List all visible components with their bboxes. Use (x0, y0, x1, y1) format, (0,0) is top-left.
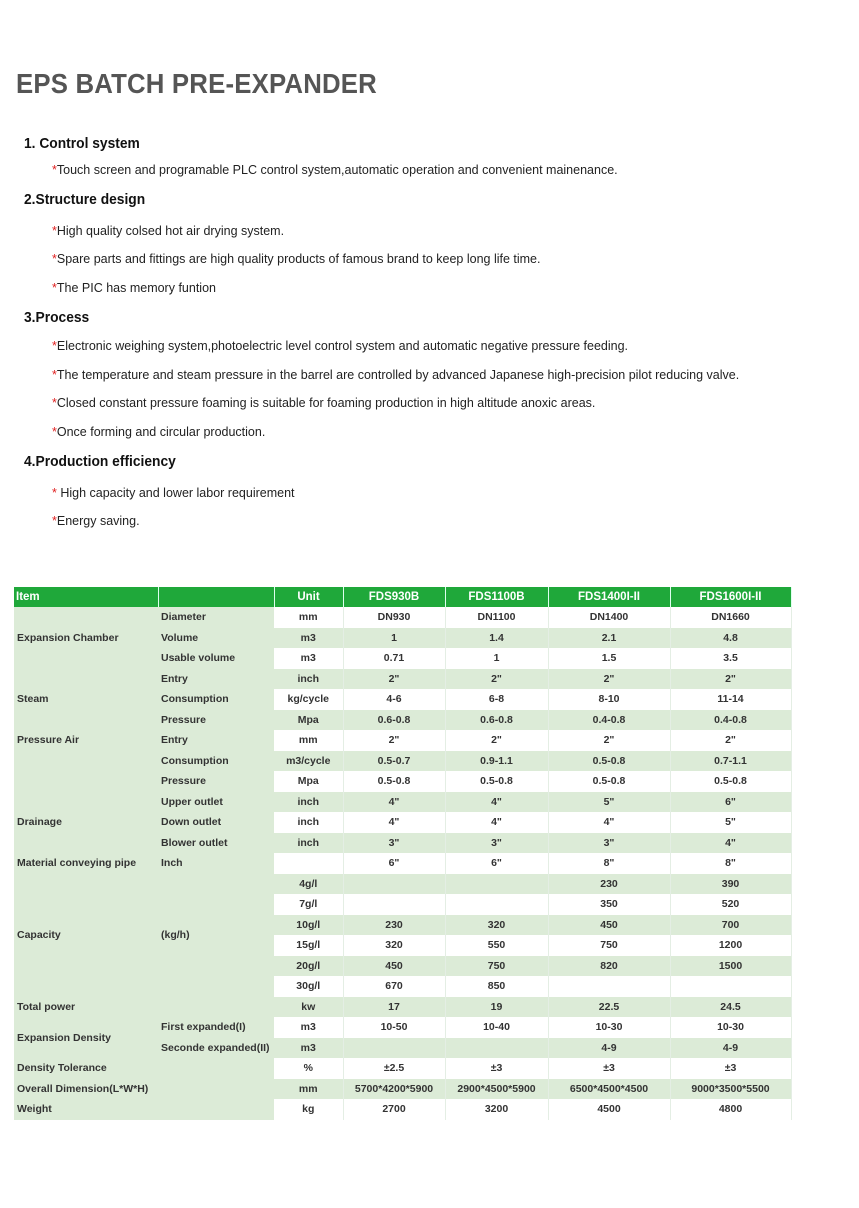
value-cell: 8" (548, 853, 670, 874)
value-cell: 3" (445, 833, 548, 854)
value-cell: DN1400 (548, 607, 670, 628)
value-cell: 17 (343, 997, 445, 1018)
value-cell: 0.9-1.1 (445, 751, 548, 772)
value-cell: 0.5-0.7 (343, 751, 445, 772)
unit-cell: % (274, 1058, 343, 1079)
table-row (14, 874, 791, 895)
value-cell: 2" (548, 669, 670, 690)
value-cell: 0.6-0.8 (343, 710, 445, 731)
value-cell: 6" (670, 792, 791, 813)
value-cell: 0.4-0.8 (548, 710, 670, 731)
table-row (14, 669, 791, 690)
unit-cell: mm (274, 730, 343, 751)
value-cell: ±3 (445, 1058, 548, 1079)
bullet-item (52, 425, 265, 439)
value-cell: 4" (670, 833, 791, 854)
value-cell: 2700 (343, 1099, 445, 1120)
column-header: FDS930B (343, 587, 445, 607)
row-sub-label: Consumption (158, 751, 274, 772)
value-cell: 4-6 (343, 689, 445, 710)
unit-cell: inch (274, 833, 343, 854)
row-group-label: Expansion Chamber (14, 607, 158, 669)
value-cell: 0.5-0.8 (670, 771, 791, 792)
unit-cell: kw (274, 997, 343, 1018)
value-cell: 5" (670, 812, 791, 833)
value-cell: 4" (445, 812, 548, 833)
table-row (14, 607, 791, 628)
value-cell (548, 976, 670, 997)
value-cell: 1200 (670, 935, 791, 956)
table-row (14, 853, 791, 874)
column-header: Unit (274, 587, 343, 607)
bullet-item (52, 281, 216, 295)
row-sub-label (158, 1099, 274, 1120)
value-cell: 8" (670, 853, 791, 874)
table-header-row (14, 587, 791, 607)
value-cell: 0.7-1.1 (670, 751, 791, 772)
value-cell (343, 894, 445, 915)
value-cell: DN1100 (445, 607, 548, 628)
value-cell: 0.6-0.8 (445, 710, 548, 731)
row-sub-label: Seconde expanded(II) (158, 1038, 274, 1059)
value-cell: 1.5 (548, 648, 670, 669)
value-cell (343, 1038, 445, 1059)
value-cell: 820 (548, 956, 670, 977)
value-cell: 5700*4200*5900 (343, 1079, 445, 1100)
value-cell: 24.5 (670, 997, 791, 1018)
value-cell: 10-40 (445, 1017, 548, 1038)
unit-cell: 4g/l (274, 874, 343, 895)
value-cell: 0.5-0.8 (445, 771, 548, 792)
table-row (14, 730, 791, 751)
value-cell: 8-10 (548, 689, 670, 710)
value-cell: 10-30 (548, 1017, 670, 1038)
row-sub-label: Entry (158, 669, 274, 690)
value-cell: 2" (670, 730, 791, 751)
value-cell: 750 (548, 935, 670, 956)
unit-cell: inch (274, 812, 343, 833)
bullet-star-icon: * (52, 396, 57, 410)
column-header (158, 587, 274, 607)
table-row (14, 1058, 791, 1079)
value-cell: 10-50 (343, 1017, 445, 1038)
value-cell: 1500 (670, 956, 791, 977)
value-cell: 450 (548, 915, 670, 936)
row-group-label: Capacity (14, 874, 158, 997)
value-cell: 2900*4500*5900 (445, 1079, 548, 1100)
value-cell: 4.8 (670, 628, 791, 649)
row-sub-label: Blower outlet (158, 833, 274, 854)
table-row (14, 1017, 791, 1038)
unit-cell: 10g/l (274, 915, 343, 936)
value-cell: 2.1 (548, 628, 670, 649)
unit-cell: mm (274, 1079, 343, 1100)
value-cell: 390 (670, 874, 791, 895)
bullet-item (52, 514, 140, 528)
row-sub-label: Pressure (158, 710, 274, 731)
row-group-label: Expansion Density (14, 1017, 158, 1058)
value-cell: 6" (445, 853, 548, 874)
value-cell: 9000*3500*5500 (670, 1079, 791, 1100)
bullet-star-icon: * (52, 281, 57, 295)
value-cell: 4" (548, 812, 670, 833)
row-sub-label: First expanded(I) (158, 1017, 274, 1038)
bullet-star-icon: * (52, 368, 57, 382)
table-row (14, 1079, 791, 1100)
unit-cell: inch (274, 792, 343, 813)
row-group-label: Material conveying pipe (14, 853, 158, 874)
bullet-text: Energy saving. (56, 514, 140, 528)
bullet-text: High capacity and lower labor requirement (56, 486, 295, 500)
value-cell: 4500 (548, 1099, 670, 1120)
bullet-star-icon: * (52, 339, 57, 353)
row-group-label: Density Tolerance (14, 1058, 158, 1079)
bullet-text: High quality colsed hot air drying system. (56, 224, 285, 238)
value-cell: 4" (343, 812, 445, 833)
value-cell: 320 (343, 935, 445, 956)
row-group-label: Steam (14, 669, 158, 731)
row-sub-label: Entry (158, 730, 274, 751)
value-cell: 4800 (670, 1099, 791, 1120)
value-cell: DN930 (343, 607, 445, 628)
value-cell: 19 (445, 997, 548, 1018)
spec-table (14, 587, 792, 1120)
value-cell: ±2.5 (343, 1058, 445, 1079)
value-cell (445, 894, 548, 915)
bullet-text: Spare parts and fittings are high quality products of famous brand to keep long life time. (56, 252, 541, 266)
bullet-star-icon: * (52, 486, 57, 500)
bullet-star-icon: * (52, 163, 57, 177)
value-cell (670, 976, 791, 997)
bullet-text: Closed constant pressure foaming is suitable for foaming production in high altitude anoxic areas. (56, 396, 596, 410)
table-row (14, 792, 791, 813)
bullet-star-icon: * (52, 224, 57, 238)
bullet-item (52, 163, 618, 177)
bullet-text: Once forming and circular production. (56, 425, 266, 439)
bullet-item (52, 486, 295, 500)
value-cell: 1 (445, 648, 548, 669)
value-cell: 2" (670, 669, 791, 690)
bullet-item (52, 339, 628, 353)
unit-cell: Mpa (274, 771, 343, 792)
column-header: FDS1600I-II (670, 587, 791, 607)
column-header: FDS1400I-II (548, 587, 670, 607)
value-cell: ±3 (670, 1058, 791, 1079)
value-cell: 4-9 (548, 1038, 670, 1059)
value-cell: 2" (445, 730, 548, 751)
row-group-label: Total power (14, 997, 158, 1018)
row-sub-label: Pressure (158, 771, 274, 792)
row-sub-label (158, 1079, 274, 1100)
value-cell: 0.5-0.8 (343, 771, 445, 792)
value-cell: DN1660 (670, 607, 791, 628)
value-cell: 350 (548, 894, 670, 915)
unit-cell: 20g/l (274, 956, 343, 977)
section-heading: 2.Structure design (24, 191, 146, 208)
value-cell: 3" (343, 833, 445, 854)
value-cell: 3.5 (670, 648, 791, 669)
row-sub-label: Diameter (158, 607, 274, 628)
value-cell: 1 (343, 628, 445, 649)
row-sub-label: Inch (158, 853, 274, 874)
bullet-star-icon: * (52, 514, 57, 528)
unit-cell: m3/cycle (274, 751, 343, 772)
row-sub-label (158, 1058, 274, 1079)
value-cell: 0.4-0.8 (670, 710, 791, 731)
value-cell: 450 (343, 956, 445, 977)
unit-cell: m3 (274, 1017, 343, 1038)
page-title: EPS BATCH PRE-EXPANDER (16, 68, 377, 99)
row-group-label: Overall Dimension(L*W*H) (14, 1079, 158, 1100)
row-group-label: Drainage (14, 792, 158, 854)
value-cell: 11-14 (670, 689, 791, 710)
value-cell: 2" (343, 669, 445, 690)
value-cell: 3" (548, 833, 670, 854)
unit-cell: 30g/l (274, 976, 343, 997)
value-cell: 4" (445, 792, 548, 813)
value-cell: 3200 (445, 1099, 548, 1120)
bullet-item (52, 396, 595, 410)
section-heading: 4.Production efficiency (24, 453, 176, 470)
bullet-item (52, 368, 739, 382)
column-header: FDS1100B (445, 587, 548, 607)
section-heading: 1. Control system (24, 135, 140, 152)
row-sub-label: Volume (158, 628, 274, 649)
bullet-text: The temperature and steam pressure in the barrel are controlled by advanced Japanese high-precision pilot reducing valve. (56, 368, 740, 382)
row-sub-label: Upper outlet (158, 792, 274, 813)
column-header: Item (14, 587, 158, 607)
value-cell: 4" (343, 792, 445, 813)
bullet-star-icon: * (52, 252, 57, 266)
unit-cell: Mpa (274, 710, 343, 731)
value-cell: 5" (548, 792, 670, 813)
row-sub-label: Usable volume (158, 648, 274, 669)
value-cell: 320 (445, 915, 548, 936)
unit-cell: 15g/l (274, 935, 343, 956)
value-cell: 2" (343, 730, 445, 751)
unit-cell: kg (274, 1099, 343, 1120)
value-cell: 2" (445, 669, 548, 690)
unit-cell: m3 (274, 1038, 343, 1059)
unit-cell: mm (274, 607, 343, 628)
value-cell: 22.5 (548, 997, 670, 1018)
value-cell: 6500*4500*4500 (548, 1079, 670, 1100)
value-cell: 6" (343, 853, 445, 874)
value-cell: 4-9 (670, 1038, 791, 1059)
value-cell: 750 (445, 956, 548, 977)
value-cell: 1.4 (445, 628, 548, 649)
value-cell: 6-8 (445, 689, 548, 710)
value-cell: 230 (343, 915, 445, 936)
bullet-item (52, 252, 541, 266)
bullet-text: The PIC has memory funtion (56, 281, 216, 295)
value-cell (343, 874, 445, 895)
value-cell (445, 874, 548, 895)
value-cell: 700 (670, 915, 791, 936)
row-group-label: Weight (14, 1099, 158, 1120)
bullet-text: Electronic weighing system,photoelectric level control system and automatic negative pressure feeding. (56, 339, 628, 353)
bullet-text: Touch screen and programable PLC control system,automatic operation and convenient mainenance. (56, 163, 618, 177)
value-cell: 230 (548, 874, 670, 895)
unit-cell: kg/cycle (274, 689, 343, 710)
row-sub-label: Down outlet (158, 812, 274, 833)
unit-cell: inch (274, 669, 343, 690)
unit-cell: m3 (274, 628, 343, 649)
row-sub-label (158, 997, 274, 1018)
table-row (14, 1099, 791, 1120)
value-cell: 0.5-0.8 (548, 751, 670, 772)
value-cell: 2" (548, 730, 670, 751)
unit-cell: m3 (274, 648, 343, 669)
unit-cell: 7g/l (274, 894, 343, 915)
value-cell: ±3 (548, 1058, 670, 1079)
value-cell: 520 (670, 894, 791, 915)
value-cell: 10-30 (670, 1017, 791, 1038)
row-sub-label: Consumption (158, 689, 274, 710)
value-cell: 550 (445, 935, 548, 956)
row-group-label: Pressure Air (14, 730, 158, 792)
value-cell (445, 1038, 548, 1059)
bullet-star-icon: * (52, 425, 57, 439)
table-row (14, 997, 791, 1018)
value-cell: 850 (445, 976, 548, 997)
value-cell: 0.71 (343, 648, 445, 669)
bullet-item (52, 224, 284, 238)
row-sub-label: (kg/h) (158, 874, 274, 997)
section-heading: 3.Process (24, 309, 90, 326)
value-cell: 670 (343, 976, 445, 997)
unit-cell (274, 853, 343, 874)
value-cell: 0.5-0.8 (548, 771, 670, 792)
